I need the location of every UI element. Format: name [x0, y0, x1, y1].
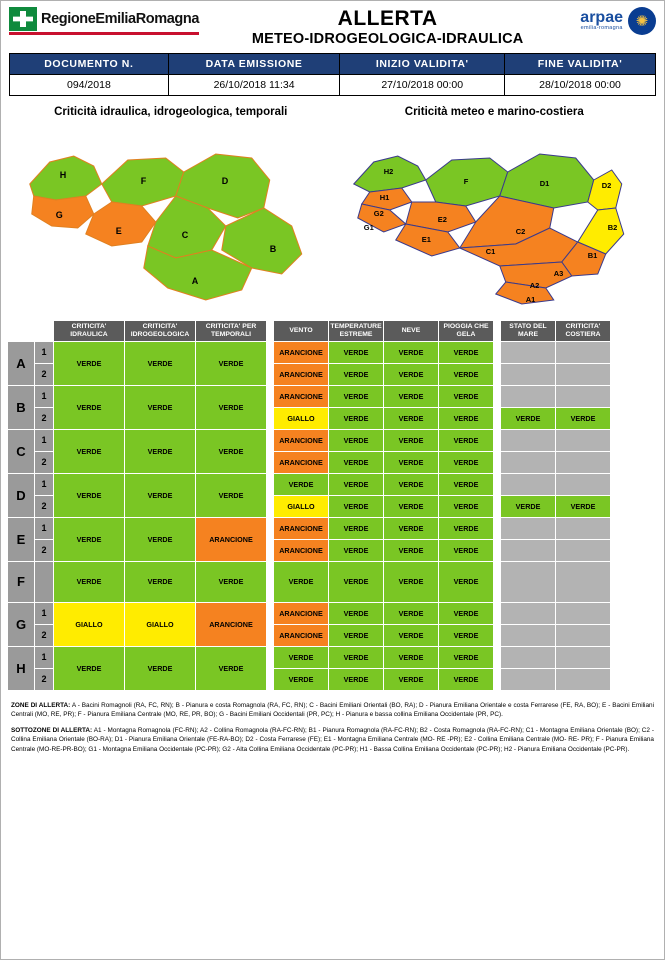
cell-mare-A2 [501, 363, 556, 385]
cell-mare-C1 [501, 429, 556, 451]
map-label-A: A [191, 276, 199, 286]
cell-idraulica-G: GIALLO [54, 602, 125, 646]
table-row [501, 429, 611, 451]
subzone-C2: 2 [35, 451, 54, 473]
cell-costiera-A1 [556, 341, 611, 363]
table-row [501, 495, 611, 517]
cell-vento-C2: ARANCIONE [274, 451, 329, 473]
table-row [274, 473, 494, 495]
cell-mare-G2 [501, 624, 556, 646]
cell-mare-B1 [501, 385, 556, 407]
map-titles [9, 106, 656, 118]
cell-vento-G1: ARANCIONE [274, 602, 329, 624]
header-idraulica: CRITICITA' IDRAULICA [54, 321, 125, 342]
cell-temporali-B: VERDE [196, 385, 267, 429]
cell-gelo-C2: VERDE [439, 451, 494, 473]
info-value-emission: 26/10/2018 11:34 [168, 75, 340, 96]
table-row [501, 407, 611, 429]
zone-label-A: A [8, 341, 35, 385]
title-main: ALLERTA [337, 7, 438, 30]
zones-note-text: A - Bacini Romagnoli (RA, FC, RN); B - Pianura e costa Romagnola (RA, FC, RN); C - Bacini Emiliani Orientali (BO, RA); D - Pianura Emiliana Orientale e costa Ferrarese (FE, RA, BO); E - Bacini Emiliani Centrali (MO, RE, PR); F - Pianura Emiliana Centrale (MO, RE, PR, BO); G - Bacini Emiliani Occidentali (PR, PC); H - Pianura e bassa collina Emiliana Occidentale (PR, PC). [11, 701, 654, 718]
info-header-start: INIZIO VALIDITA' [340, 54, 505, 75]
table-row [274, 385, 494, 407]
cell-idraulica-E: VERDE [54, 517, 125, 561]
cell-mare-A1 [501, 341, 556, 363]
header-pioggia-gela: PIOGGIA CHE GELA [439, 321, 494, 342]
region-logo [9, 7, 199, 35]
cell-gelo-C1: VERDE [439, 429, 494, 451]
cell-idraulica-D: VERDE [54, 473, 125, 517]
spacer-sub [35, 321, 54, 342]
cell-mare-D2: VERDE [501, 495, 556, 517]
map-label-F: F [463, 177, 468, 186]
cell-mare-G1 [501, 602, 556, 624]
cell-idrogeologica-H: VERDE [125, 646, 196, 690]
table-row [274, 363, 494, 385]
map-label-G2: G2 [373, 209, 384, 218]
table-row [501, 668, 611, 690]
subzones-note-label: SOTTOZONE DI ALLERTA: [11, 727, 93, 735]
table-row [501, 385, 611, 407]
cell-vento-B1: ARANCIONE [274, 385, 329, 407]
cell-mare-D1 [501, 473, 556, 495]
header-neve: NEVE [384, 321, 439, 342]
cell-neve-D1: VERDE [384, 473, 439, 495]
cell-gelo-G2: VERDE [439, 624, 494, 646]
cell-neve-C2: VERDE [384, 451, 439, 473]
subzone-H1: 1 [35, 646, 54, 668]
map-label-H1: H1 [379, 193, 389, 202]
cell-temp-E2: VERDE [329, 539, 384, 561]
cell-neve-A2: VERDE [384, 363, 439, 385]
cell-mare-H1 [501, 646, 556, 668]
map-meteo-costiera [333, 122, 657, 312]
info-header-emission: DATA EMISSIONE [168, 54, 340, 75]
zones-note-label: ZONE DI ALLERTA: [11, 701, 71, 709]
cell-neve-B1: VERDE [384, 385, 439, 407]
zone-label-G: G [8, 602, 35, 646]
cell-costiera-B2: VERDE [556, 407, 611, 429]
table-row [501, 363, 611, 385]
zone-label-C: C [8, 429, 35, 473]
cell-temp-H1: VERDE [329, 646, 384, 668]
cell-neve-E2: VERDE [384, 539, 439, 561]
header-row-meteo [274, 321, 494, 342]
cell-costiera-D1 [556, 473, 611, 495]
civil-protection-icon: ✺ [628, 7, 656, 35]
info-header-row [10, 54, 656, 75]
table-row [501, 539, 611, 561]
cell-idrogeologica-B: VERDE [125, 385, 196, 429]
cell-temporali-C: VERDE [196, 429, 267, 473]
info-header-doc: DOCUMENTO N. [10, 54, 169, 75]
cell-idraulica-A: VERDE [54, 341, 125, 385]
cell-neve-H2: VERDE [384, 668, 439, 690]
subzone-E2: 2 [35, 539, 54, 561]
cell-temporali-D: VERDE [196, 473, 267, 517]
cell-idrogeologica-E: VERDE [125, 517, 196, 561]
cell-vento-D2: GIALLO [274, 495, 329, 517]
table-row [274, 602, 494, 624]
table-row [501, 473, 611, 495]
table-row [274, 517, 494, 539]
map-label-F: F [140, 176, 147, 186]
cell-vento-G2: ARANCIONE [274, 624, 329, 646]
cell-gelo-B1: VERDE [439, 385, 494, 407]
maps-container [9, 122, 656, 312]
cell-gelo-E2: VERDE [439, 539, 494, 561]
header-temperature: TEMPERATURE ESTREME [329, 321, 384, 342]
cell-temp-F: VERDE [329, 561, 384, 602]
cell-neve-D2: VERDE [384, 495, 439, 517]
cell-temporali-F: VERDE [196, 561, 267, 602]
header-stato-mare: STATO DEL MARE [501, 321, 556, 342]
cell-idraulica-C: VERDE [54, 429, 125, 473]
cell-gelo-B2: VERDE [439, 407, 494, 429]
table-criticita-idro [7, 320, 267, 691]
cell-vento-H2: VERDE [274, 668, 329, 690]
cell-idrogeologica-D: VERDE [125, 473, 196, 517]
cell-costiera-G2 [556, 624, 611, 646]
subzones-note-text: A1 - Montagna Romagnola (FC-RN); A2 - Collina Romagnola (RA-FC-RN); B1 - Pianura Romagnola (RA-FC-RN); B2 - Costa Romagnola (RA-FC-RN); C1 - Montagna Emiliana Orientale (BO); C2 - Collina Emiliana Orientale (BO-RA); D1 - Pianura Emiliana Orientale (FE-RA-BO); D2 - Costa Ferrarese (FE); E1 - Montagna Emiliana Centrale (MO- RE -PR); E2 - Collina Emiliana Centrale (MO- RE- PR); F - Pianura Emiliana Centrale (MO-RE-PR-BO); G1 - Montagna Emiliana Occidentale (PC-PR); G2 - Alta Collina Emiliana Occidentale (PC-PR); H1 - Bassa Collina Emiliana Occidentale (PC-PR); H2 - Pianura Emiliana Occidentale (PC-PR). [11, 727, 654, 753]
cell-temp-B1: VERDE [329, 385, 384, 407]
table-row [8, 602, 267, 624]
subzone-A1: 1 [35, 341, 54, 363]
zone-label-B: B [8, 385, 35, 429]
table-row [274, 539, 494, 561]
cell-idraulica-F: VERDE [54, 561, 125, 602]
table-row [501, 341, 611, 363]
zone-label-F: F [8, 561, 35, 602]
table-row [501, 646, 611, 668]
subzone-E1: 1 [35, 517, 54, 539]
cell-temporali-E: ARANCIONE [196, 517, 267, 561]
cell-idrogeologica-C: VERDE [125, 429, 196, 473]
cell-costiera-E2 [556, 539, 611, 561]
cell-idrogeologica-G: GIALLO [125, 602, 196, 646]
cell-costiera-F [556, 561, 611, 602]
table-row [274, 668, 494, 690]
cell-costiera-H2 [556, 668, 611, 690]
cell-temp-H2: VERDE [329, 668, 384, 690]
table-row [274, 407, 494, 429]
cell-costiera-D2: VERDE [556, 495, 611, 517]
map-label-B1: B1 [587, 251, 597, 260]
map-label-A1: A1 [525, 295, 535, 304]
header-row-left [8, 321, 267, 342]
map-label-E2: E2 [437, 215, 447, 224]
arpae-logo [580, 7, 656, 35]
info-value-start: 27/10/2018 00:00 [340, 75, 505, 96]
cell-idraulica-H: VERDE [54, 646, 125, 690]
region-name: RegioneEmiliaRomagna [41, 11, 199, 27]
map-title-right: Criticità meteo e marino-costiera [404, 106, 584, 118]
title-sub: METEO-IDROGEOLOGICA-IDRAULICA [251, 31, 524, 47]
cell-costiera-B1 [556, 385, 611, 407]
cell-neve-A1: VERDE [384, 341, 439, 363]
cell-temp-C1: VERDE [329, 429, 384, 451]
cell-vento-E1: ARANCIONE [274, 517, 329, 539]
map-idraulica [9, 122, 333, 312]
cell-gelo-G1: VERDE [439, 602, 494, 624]
cell-neve-G1: VERDE [384, 602, 439, 624]
table-row [501, 451, 611, 473]
cell-mare-H2 [501, 668, 556, 690]
table-row [8, 473, 267, 495]
table-row [274, 646, 494, 668]
cell-idrogeologica-F: VERDE [125, 561, 196, 602]
subzone-D2: 2 [35, 495, 54, 517]
cell-costiera-H1 [556, 646, 611, 668]
cell-neve-C1: VERDE [384, 429, 439, 451]
subzone-B2: 2 [35, 407, 54, 429]
cell-vento-D1: VERDE [274, 473, 329, 495]
zone-label-H: H [8, 646, 35, 690]
cell-temp-G2: VERDE [329, 624, 384, 646]
map-title-left: Criticità idraulica, idrogeologica, temporali [54, 106, 288, 118]
map-label-D: D [221, 176, 229, 186]
criticita-matrix [7, 320, 658, 691]
cell-mare-E1 [501, 517, 556, 539]
cell-neve-F: VERDE [384, 561, 439, 602]
table-row [8, 646, 267, 668]
cell-gelo-E1: VERDE [439, 517, 494, 539]
cell-temporali-H: VERDE [196, 646, 267, 690]
subzone-G2: 2 [35, 624, 54, 646]
table-row [274, 451, 494, 473]
map-label-C2: C2 [515, 227, 525, 236]
map-label-B: B [269, 244, 277, 254]
table-criticita-meteo [273, 320, 494, 691]
info-value-doc: 094/2018 [10, 75, 169, 96]
document-info-table [9, 53, 656, 96]
cell-idraulica-B: VERDE [54, 385, 125, 429]
info-value-end: 28/10/2018 00:00 [505, 75, 656, 96]
map-label-C: C [181, 230, 189, 240]
table-row [274, 624, 494, 646]
map-label-A3: A3 [553, 269, 563, 278]
table-row [8, 385, 267, 407]
cell-neve-H1: VERDE [384, 646, 439, 668]
zone-label-E: E [8, 517, 35, 561]
document-header [1, 1, 664, 49]
cell-temporali-G: ARANCIONE [196, 602, 267, 646]
cell-vento-C1: ARANCIONE [274, 429, 329, 451]
cell-gelo-D2: VERDE [439, 495, 494, 517]
subzone-G1: 1 [35, 602, 54, 624]
spacer-zone [8, 321, 35, 342]
map-label-H: H [59, 170, 67, 180]
table-row [8, 561, 267, 602]
map-label-D2: D2 [601, 181, 611, 190]
cell-vento-F: VERDE [274, 561, 329, 602]
subzones-note [11, 726, 654, 754]
cell-mare-E2 [501, 539, 556, 561]
cell-temp-A1: VERDE [329, 341, 384, 363]
subzone-A2: 2 [35, 363, 54, 385]
subzone-F [35, 561, 54, 602]
cell-vento-A2: ARANCIONE [274, 363, 329, 385]
cell-costiera-C2 [556, 451, 611, 473]
cell-neve-G2: VERDE [384, 624, 439, 646]
table-row [501, 624, 611, 646]
document-title [199, 7, 580, 47]
subzone-H2: 2 [35, 668, 54, 690]
map-label-E: E [115, 226, 122, 236]
table-row [274, 429, 494, 451]
arpae-name [580, 10, 623, 32]
subzone-C1: 1 [35, 429, 54, 451]
subzone-B1: 1 [35, 385, 54, 407]
table-row [8, 429, 267, 451]
cell-gelo-F: VERDE [439, 561, 494, 602]
map-label-C1: C1 [485, 247, 495, 256]
zones-note [11, 701, 654, 720]
table-row [501, 561, 611, 602]
cell-temp-D1: VERDE [329, 473, 384, 495]
header-idrogeologica: CRITICITA' IDROGEOLOGICA [125, 321, 196, 342]
map-label-G: G [55, 210, 63, 220]
cell-costiera-E1 [556, 517, 611, 539]
cell-vento-A1: ARANCIONE [274, 341, 329, 363]
cell-vento-B2: GIALLO [274, 407, 329, 429]
cell-mare-B2: VERDE [501, 407, 556, 429]
table-criticita-mare [500, 320, 611, 691]
table-row [274, 495, 494, 517]
cell-costiera-C1 [556, 429, 611, 451]
header-temporali: CRITICITA' PER TEMPORALI [196, 321, 267, 342]
region-flag-icon [9, 7, 37, 31]
zone-label-D: D [8, 473, 35, 517]
map-label-E1: E1 [421, 235, 431, 244]
cell-temp-A2: VERDE [329, 363, 384, 385]
subzone-D1: 1 [35, 473, 54, 495]
map-label-G1: G1 [363, 223, 374, 232]
map-label-H2: H2 [383, 167, 393, 176]
cell-gelo-H1: VERDE [439, 646, 494, 668]
cell-temp-B2: VERDE [329, 407, 384, 429]
table-row [274, 341, 494, 363]
table-row [8, 517, 267, 539]
header-costiera: CRITICITA' COSTIERA [556, 321, 611, 342]
cell-mare-C2 [501, 451, 556, 473]
cell-costiera-A2 [556, 363, 611, 385]
header-vento: VENTO [274, 321, 329, 342]
map-label-D1: D1 [539, 179, 549, 188]
header-row-mare [501, 321, 611, 342]
table-row [8, 341, 267, 363]
cell-temp-D2: VERDE [329, 495, 384, 517]
cell-temp-E1: VERDE [329, 517, 384, 539]
arpae-sublabel: emilia-romagna [580, 25, 623, 32]
cell-temporali-A: VERDE [196, 341, 267, 385]
table-row [501, 602, 611, 624]
cell-temp-C2: VERDE [329, 451, 384, 473]
cell-gelo-A1: VERDE [439, 341, 494, 363]
cell-temp-G1: VERDE [329, 602, 384, 624]
cell-gelo-D1: VERDE [439, 473, 494, 495]
info-value-row [10, 75, 656, 96]
cell-idrogeologica-A: VERDE [125, 341, 196, 385]
table-row [274, 561, 494, 602]
cell-neve-E1: VERDE [384, 517, 439, 539]
map-label-B2: B2 [607, 223, 617, 232]
footnotes [11, 701, 654, 754]
table-row [501, 517, 611, 539]
cell-gelo-H2: VERDE [439, 668, 494, 690]
info-header-end: FINE VALIDITA' [505, 54, 656, 75]
cell-mare-F [501, 561, 556, 602]
cell-vento-E2: ARANCIONE [274, 539, 329, 561]
cell-costiera-G1 [556, 602, 611, 624]
arpae-label: arpae [580, 9, 623, 27]
cell-gelo-A2: VERDE [439, 363, 494, 385]
map-label-A2: A2 [529, 281, 539, 290]
cell-neve-B2: VERDE [384, 407, 439, 429]
cell-vento-H1: VERDE [274, 646, 329, 668]
